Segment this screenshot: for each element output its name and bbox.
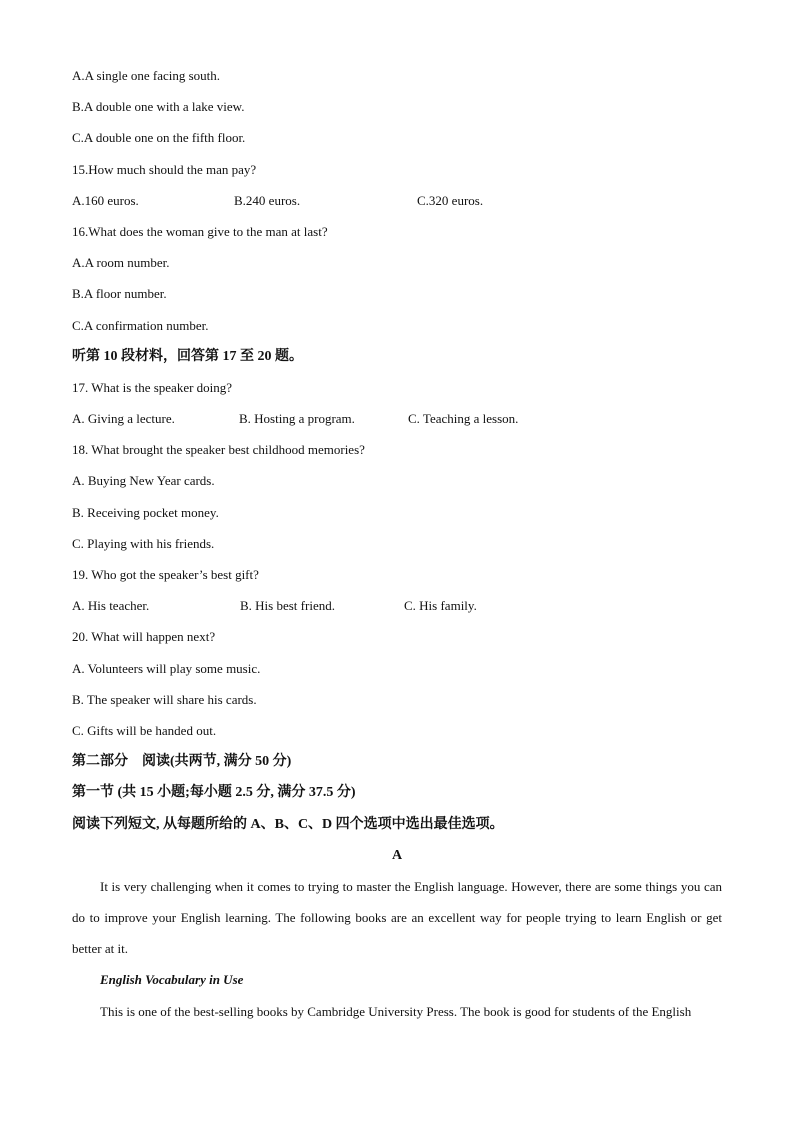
q14-option-a: A.A single one facing south. — [72, 68, 221, 83]
q19-option-a: A. His teacher. — [72, 598, 150, 614]
section10-heading: 听第 10 段材料，回答第 17 至 20 题。 — [72, 348, 303, 364]
section-one-heading: 第一节 (共 15 小题;每小题 2.5 分, 满分 37.5 分) — [72, 785, 356, 801]
book-description: This is one of the best-selling books by Cambridge University Press. The book is good for students of the English — [100, 1003, 692, 1019]
q20-option-b: B. The speaker will share his cards. — [72, 691, 257, 707]
q18-option-a: A. Buying New Year cards. — [72, 473, 215, 489]
q19-option-c: C. His family. — [404, 598, 477, 614]
book-title: English Vocabulary in Use — [100, 972, 244, 988]
q17-option-c: C. Teaching a lesson. — [408, 411, 519, 427]
q15-option-b: B.240 euros. — [234, 192, 301, 208]
passage-label: A — [391, 847, 403, 863]
part-two-heading: 第二部分 阅读(共两节, 满分 50 分) — [72, 754, 292, 770]
q19-question: 19. Who got the speaker’s best gift? — [72, 567, 259, 582]
exam-page — [72, 60, 722, 1027]
q20-option-a: A. Volunteers will play some music. — [72, 660, 261, 676]
q17-option-b: B. Hosting a program. — [239, 411, 355, 427]
reading-instruction: 阅读下列短文, 从每题所给的 A、B、C、D 四个选项中选出最佳选项。 — [72, 816, 504, 832]
q18-option-c: C. Playing with his friends. — [72, 535, 215, 551]
q19-options — [72, 590, 722, 621]
intro-paragraph: It is very challenging when it comes to trying to master the English language. However, there are some things you can do to improve your English learning. The following books are an excellent way for people trying to learn English or get better at it. — [72, 878, 722, 957]
q18-question: 18. What brought the speaker best childhood memories? — [72, 442, 365, 458]
q16-question: 16.What does the woman give to the man at last? — [72, 223, 328, 239]
q20-question: 20. What will happen next? — [72, 629, 216, 645]
q15-question: 15.How much should the man pay? — [72, 161, 257, 177]
q18-option-b: B. Receiving pocket money. — [72, 504, 219, 520]
q17-option-a: A. Giving a lecture. — [72, 411, 175, 427]
q15-options — [72, 185, 722, 216]
q20-option-c: C. Gifts will be handed out. — [72, 722, 217, 738]
q14-option-b: B.A double one with a lake view. — [72, 99, 245, 115]
q16-option-c: C.A confirmation number. — [72, 317, 209, 333]
q16-option-b: B.A floor number. — [72, 286, 167, 302]
q19-option-b: B. His best friend. — [240, 598, 335, 614]
q14-option-c: C.A double one on the fifth floor. — [72, 130, 246, 146]
q16-option-a: A.A room number. — [72, 255, 170, 271]
q15-option-a: A.160 euros. — [72, 192, 139, 208]
q17-question: 17. What is the speaker doing? — [72, 379, 233, 395]
q15-option-c: C.320 euros. — [417, 192, 484, 208]
q17-options — [72, 403, 722, 434]
